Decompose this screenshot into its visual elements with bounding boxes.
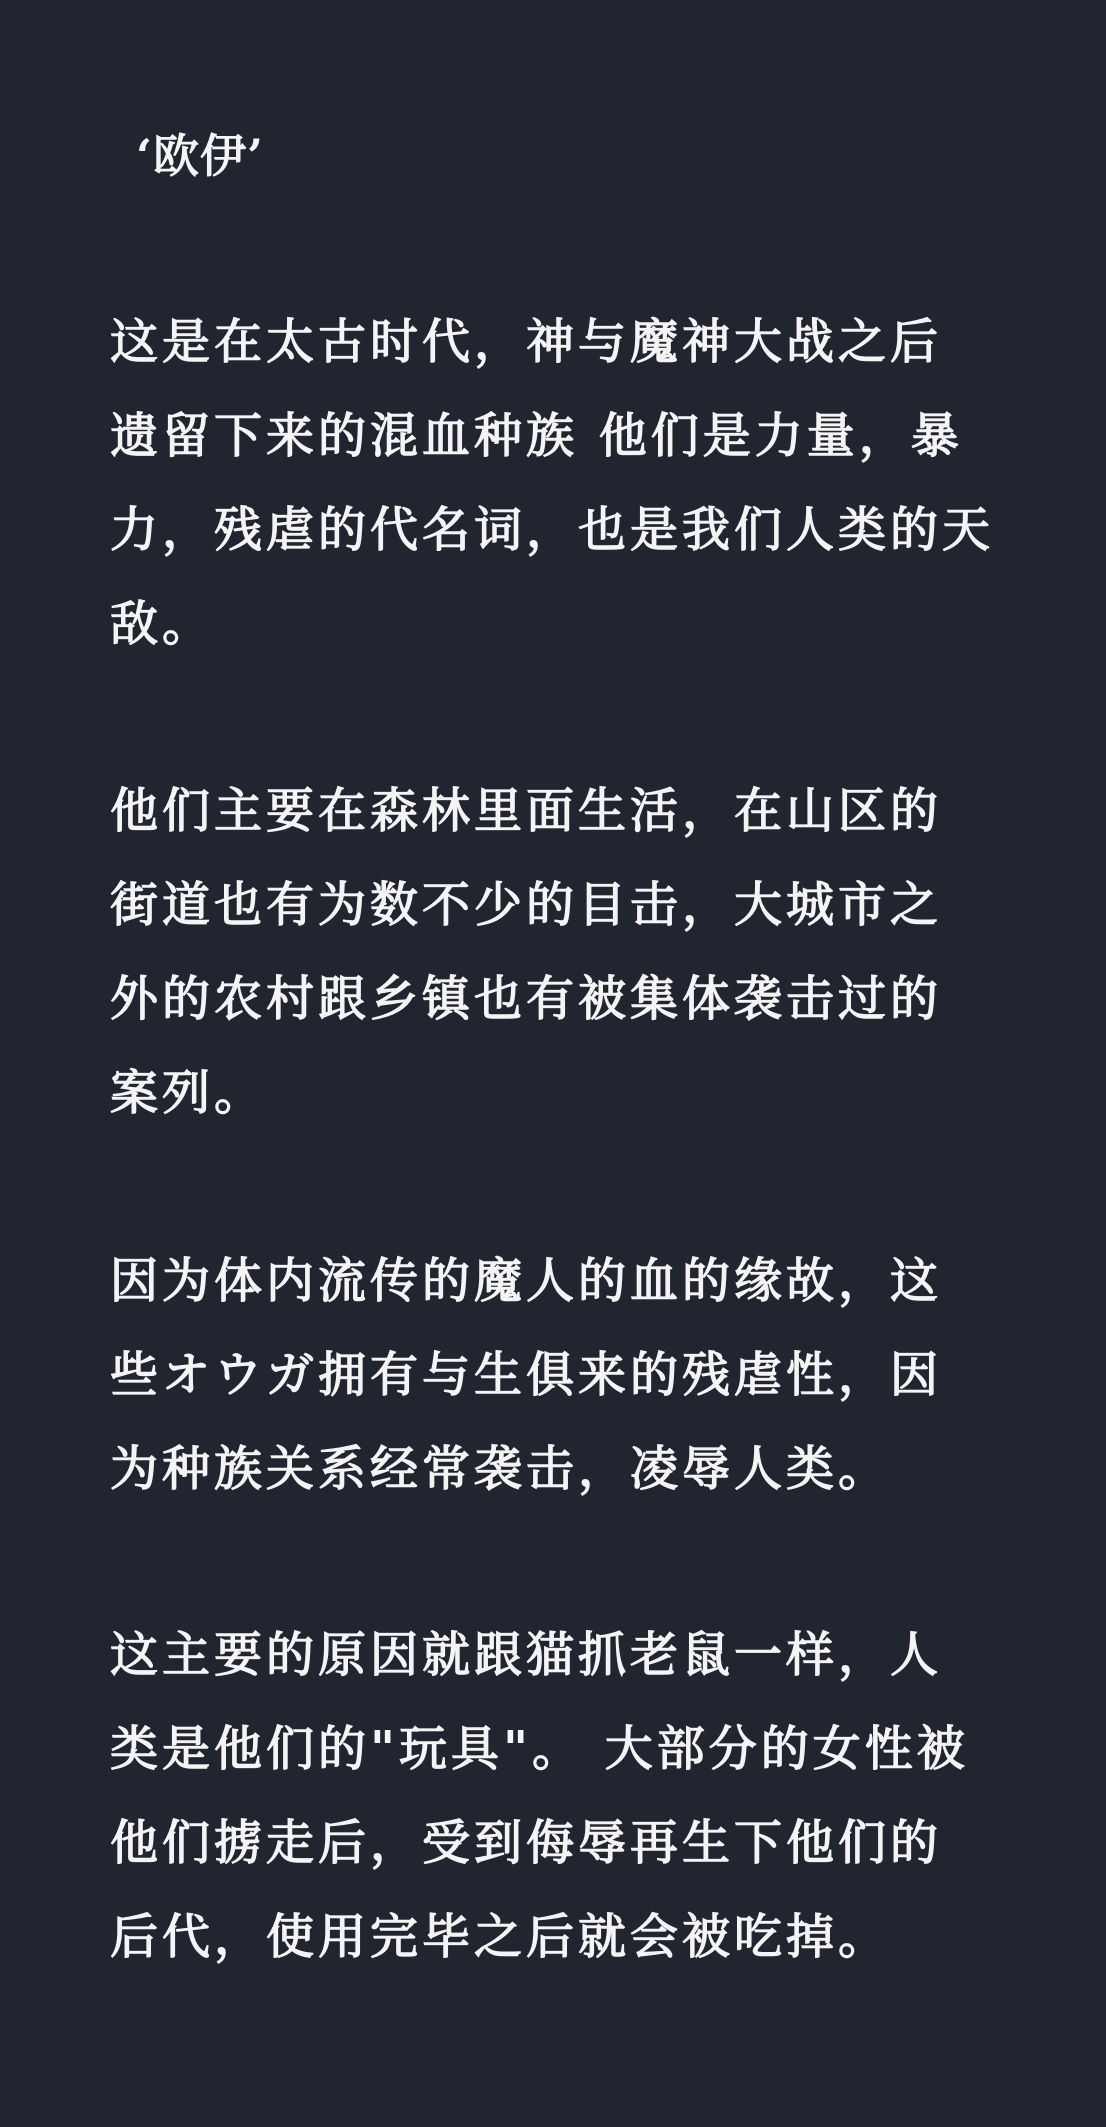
paragraph-origin: 这是在太古时代，神与魔神大战之后 遗留下来的混血种族 他们是力量，暴 力，残虐的代名词，也是我们人类的天 敌。 <box>110 314 995 652</box>
paragraph-nature: 因为体内流传的魔人的血的缘故，这 些オウガ拥有与生俱来的残虐性，因 为种族关系经常袭击，凌辱人类。 <box>110 1253 943 1497</box>
article-title: ‘欧伊’ <box>136 129 265 183</box>
paragraph-victims: 这主要的原因就跟猫抓老鼠一样，人 类是他们的"玩具"。 大部分的女性被 他们掳走后，受到侮辱再生下他们的 后代，使用完毕之后就会被吃掉。 <box>110 1627 969 1965</box>
paragraph-habitat: 他们主要在森林里面生活，在山区的 街道也有为数不少的目击，大城市之 外的农村跟乡镇也有被集体袭击过的 案列。 <box>110 783 943 1121</box>
